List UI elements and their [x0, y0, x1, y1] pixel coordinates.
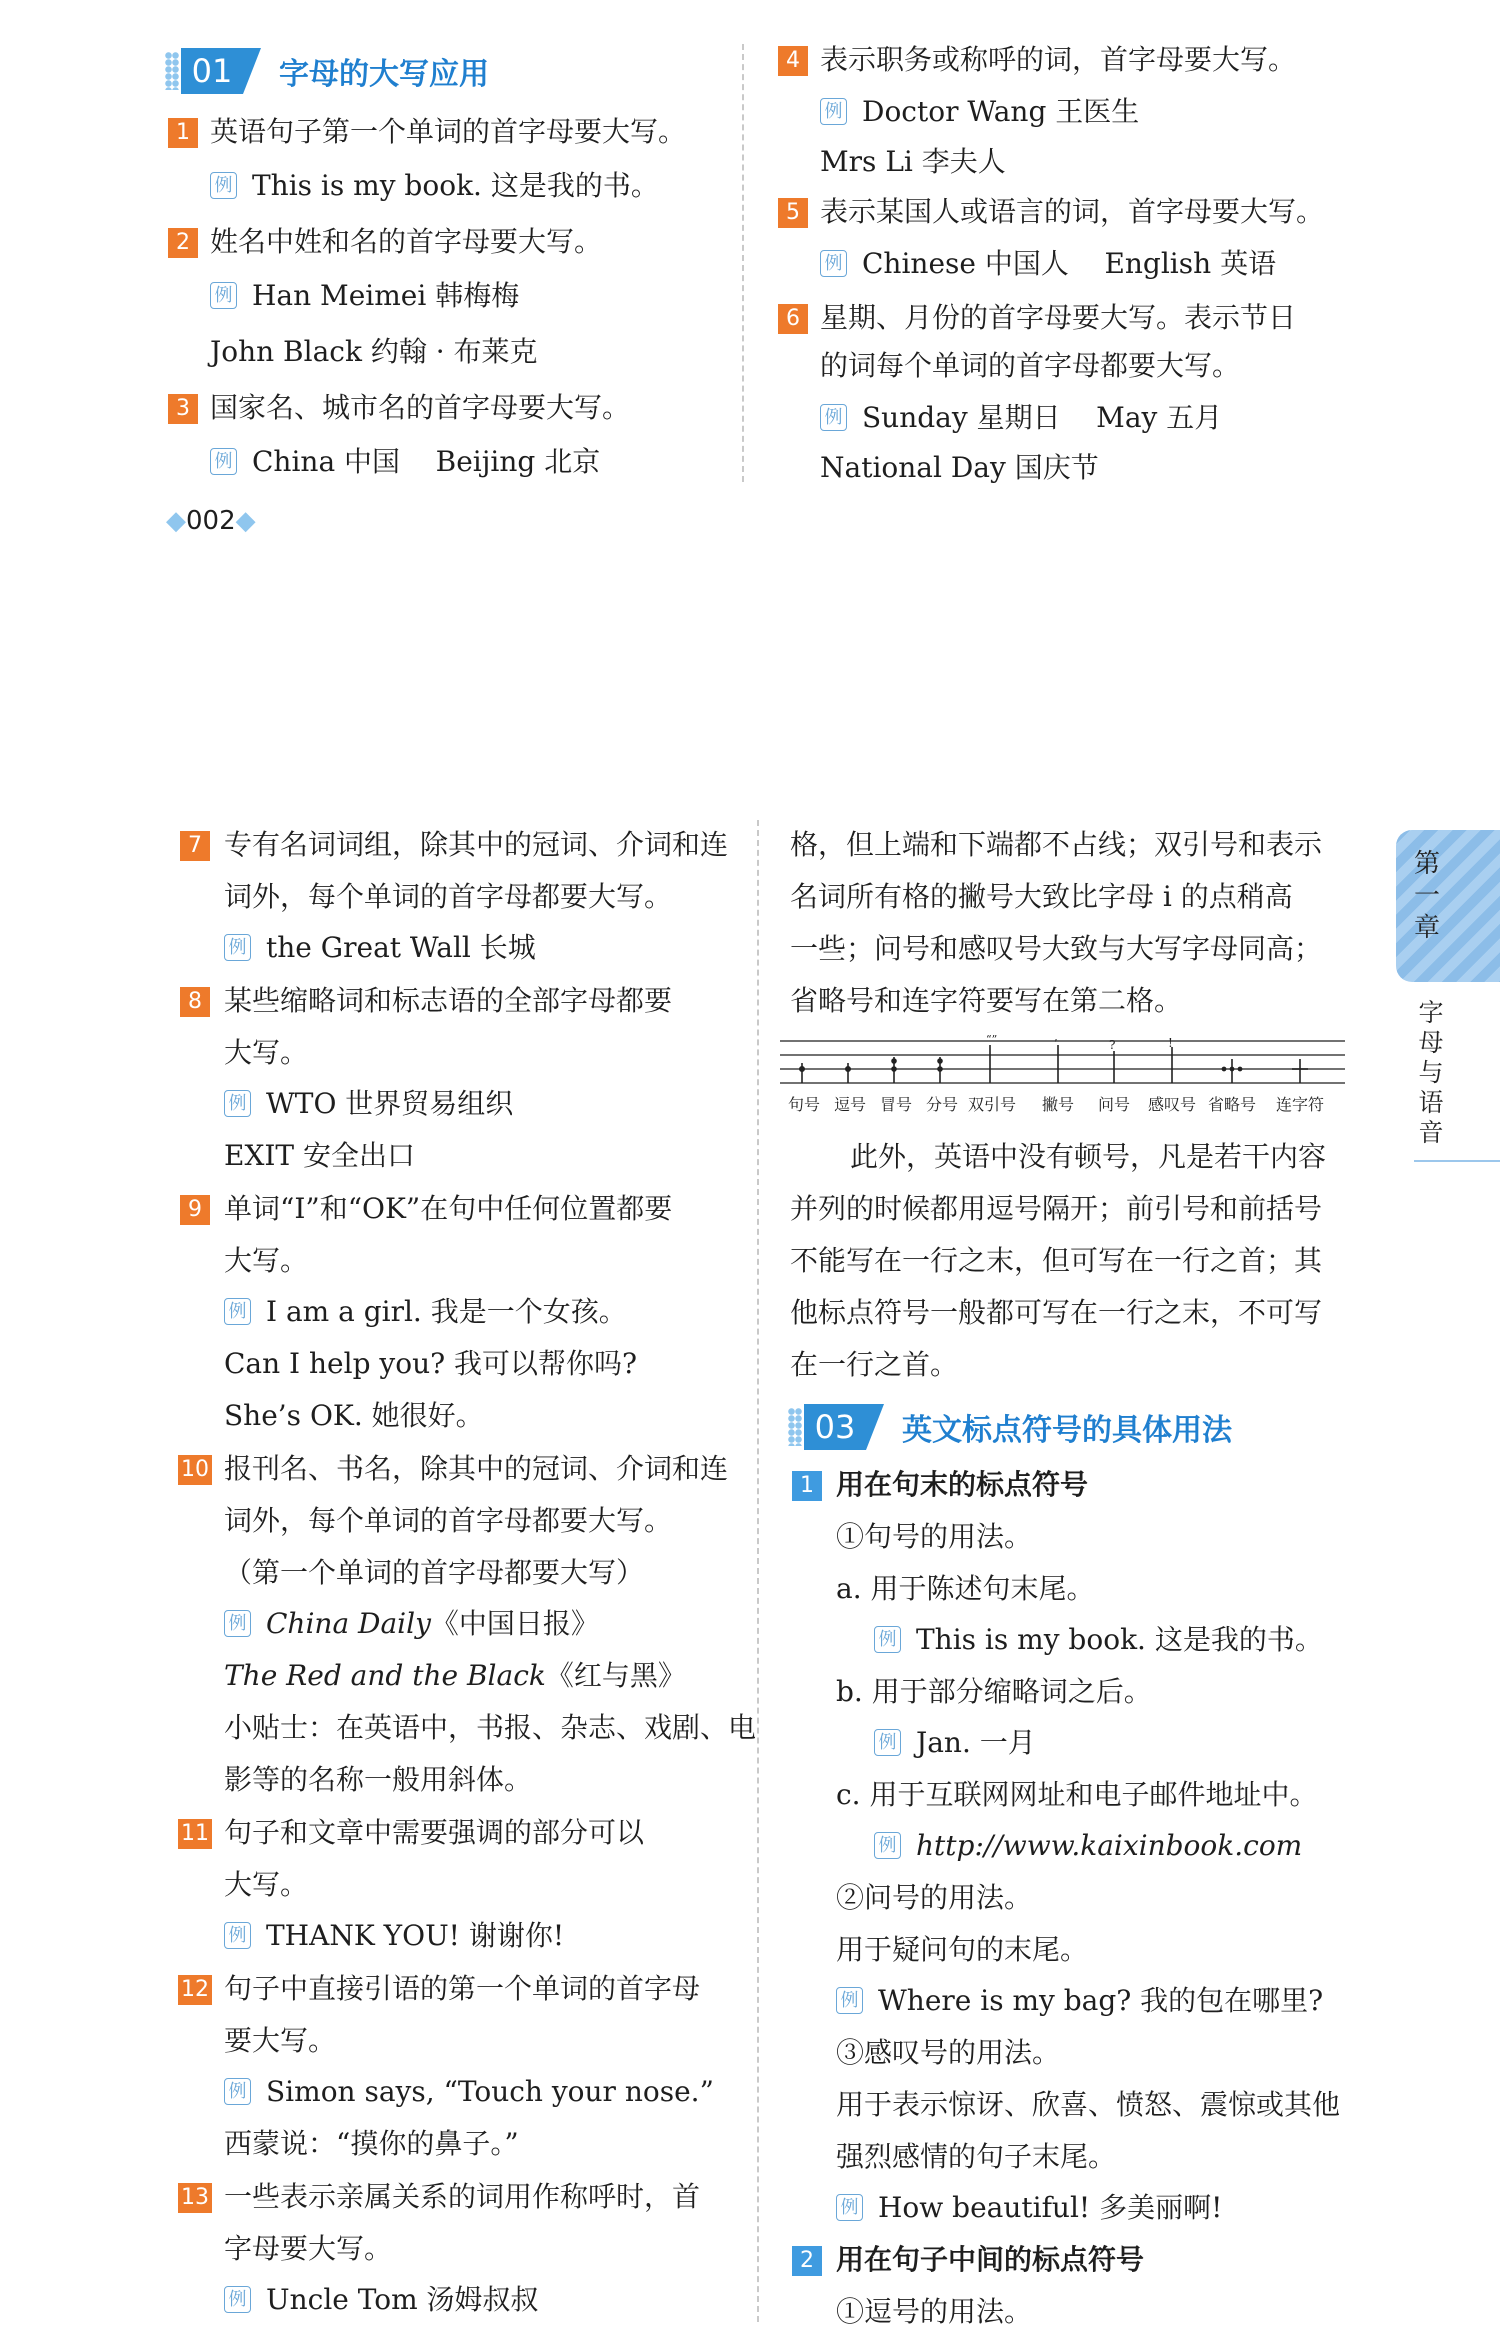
example-text: Where is my bag? 我的包在哪里?	[878, 1984, 1324, 2017]
example-icon: 例	[210, 172, 237, 199]
chapter-label: 第一章	[1413, 849, 1440, 943]
usage-item: ①句号的用法。	[836, 1520, 1033, 1553]
example-text: China Daily《中国日报》	[266, 1607, 599, 1640]
rule-text: 某些缩略词和标志语的全部字母都要	[224, 984, 673, 1017]
example-text: Han Meimei 韩梅梅	[252, 279, 520, 312]
rule-text: 国家名、城市名的首字母要大写。	[210, 391, 631, 424]
punct-label: 省略号	[1208, 1095, 1257, 1114]
rule-number: 1	[168, 118, 198, 148]
svg-text:’: ’	[1054, 1037, 1058, 1050]
rule-number: 5	[778, 198, 808, 228]
rule-number: 11	[178, 1819, 212, 1849]
column-divider	[757, 820, 759, 2322]
usage-item: 强烈感情的句子末尾。	[836, 2140, 1117, 2173]
paragraph-line: 一些；问号和感叹号大致与大写字母同高；	[790, 932, 1323, 965]
tip-text: 小贴士：在英语中，书报、杂志、戏剧、电	[224, 1711, 757, 1744]
example-text: 西蒙说：“摸你的鼻子。”	[224, 2127, 519, 2160]
rule-number: 2	[168, 228, 198, 258]
rule-number: 13	[178, 2183, 212, 2213]
usage-item: ③感叹号的用法。	[836, 2036, 1061, 2069]
example-text: This is my book. 这是我的书。	[916, 1623, 1323, 1656]
usage-item: c. 用于互联网网址和电子邮件地址中。	[836, 1778, 1318, 1811]
example-text: Doctor Wang 王医生	[862, 95, 1140, 128]
rule-text: 大写。	[224, 1244, 309, 1277]
section-01-heading	[165, 48, 489, 94]
example-text: How beautiful! 多美丽啊!	[878, 2191, 1223, 2224]
usage-item: b. 用于部分缩略词之后。	[836, 1675, 1152, 1708]
example-icon: 例	[224, 1090, 251, 1117]
subsection-number: 1	[792, 1471, 822, 1501]
rule-text: 报刊名、书名，除其中的冠词、介词和连	[224, 1452, 729, 1485]
example-text: The Red and the Black《红与黑》	[224, 1659, 686, 1692]
punct-label: 问号	[1098, 1095, 1131, 1114]
example-icon: 例	[820, 250, 847, 277]
punct-label: 连字符	[1276, 1095, 1325, 1114]
example-text: She’s OK. 她很好。	[224, 1399, 484, 1432]
punct-label: 感叹号	[1148, 1095, 1197, 1114]
paragraph-line: 在一行之首。	[790, 1348, 959, 1381]
paragraph-line: 格，但上端和下端都不占线；双引号和表示	[790, 828, 1323, 861]
example-text: the Great Wall 长城	[266, 931, 536, 964]
rule-number: 6	[778, 304, 808, 334]
example-icon: 例	[874, 1832, 901, 1859]
punct-label: 分号	[926, 1095, 959, 1114]
paragraph-line: 他标点符号一般都可写在一行之末，不可写	[790, 1296, 1323, 1329]
rule-text: 的词每个单词的首字母都要大写。	[820, 349, 1241, 382]
paragraph-line: 并列的时候都用逗号隔开；前引号和前括号	[790, 1192, 1323, 1225]
rule-text: 星期、月份的首字母要大写。表示节日	[820, 301, 1297, 334]
rule-text: 英语句子第一个单词的首字母要大写。	[210, 115, 687, 148]
example-text: I am a girl. 我是一个女孩。	[266, 1295, 627, 1328]
subsection-title: 用在句子中间的标点符号	[836, 2243, 1145, 2276]
usage-item: a. 用于陈述句末尾。	[836, 1572, 1095, 1605]
example-icon: 例	[836, 2194, 863, 2221]
rule-number: 12	[178, 1975, 212, 2005]
chapter-topic-underline	[1414, 1160, 1500, 1162]
rule-text: 句子中直接引语的第一个单词的首字母	[224, 1972, 701, 2005]
rule-text: （第一个单词的首字母都要大写）	[224, 1556, 645, 1589]
rule-number: 10	[178, 1455, 212, 1485]
subsection-title: 用在句末的标点符号	[836, 1468, 1089, 1501]
column-divider	[742, 44, 744, 482]
example-text: Jan. 一月	[916, 1726, 1036, 1759]
example-text: Mrs Li 李夫人	[820, 145, 1006, 178]
chapter-tab[interactable]	[1396, 830, 1500, 982]
usage-item: 用于疑问句的末尾。	[836, 1933, 1089, 1966]
punct-label: 句号	[788, 1095, 821, 1114]
rule-text: 词外，每个单词的首字母都要大写。	[224, 1504, 673, 1537]
rule-text: 大写。	[224, 1868, 309, 1901]
section-title: 字母的大写应用	[279, 57, 489, 92]
example-icon: 例	[874, 1626, 901, 1653]
example-icon: 例	[224, 1610, 251, 1637]
svg-text:!: !	[1168, 1036, 1173, 1050]
section-badge	[788, 1404, 882, 1450]
usage-item: ①逗号的用法。	[836, 2295, 1033, 2328]
example-text: China 中国 Beijing 北京	[252, 445, 601, 478]
paragraph-line: 名词所有格的撇号大致比字母 i 的点稍高	[790, 880, 1293, 913]
chapter-topic: 字母与语音	[1418, 998, 1444, 1147]
rule-text: 一些表示亲属关系的词用作称呼时，首	[224, 2180, 701, 2213]
example-icon: 例	[836, 1987, 863, 2014]
example-icon: 例	[874, 1729, 901, 1756]
rule-text: 句子和文章中需要强调的部分可以	[224, 1816, 645, 1849]
example-text: EXIT 安全出口	[224, 1139, 416, 1172]
example-icon: 例	[210, 282, 237, 309]
rule-text: 表示职务或称呼的词，首字母要大写。	[820, 43, 1297, 76]
paragraph-line: 此外，英语中没有顿号，凡是若干内容	[850, 1140, 1327, 1173]
dots-decoration	[165, 52, 179, 90]
section-badge	[165, 48, 259, 94]
rule-text: 要大写。	[224, 2024, 337, 2057]
tip-text: 影等的名称一般用斜体。	[224, 1763, 533, 1796]
rule-number: 7	[180, 831, 210, 861]
example-text: Sunday 星期日 May 五月	[862, 401, 1223, 434]
page-number: ◆002◆	[166, 506, 256, 536]
section-number: 01	[181, 48, 243, 94]
paragraph-line: 省略号和连字符要写在第二格。	[790, 984, 1183, 1017]
rule-text: 专有名词词组，除其中的冠词、介词和连	[224, 828, 729, 861]
rule-number: 3	[168, 394, 198, 424]
example-icon: 例	[224, 1298, 251, 1325]
rule-number: 4	[778, 46, 808, 76]
punctuation-writing-diagram	[780, 1035, 1345, 1125]
section-title: 英文标点符号的具体用法	[902, 1413, 1232, 1448]
example-icon: 例	[820, 404, 847, 431]
punct-label: 逗号	[834, 1095, 867, 1114]
rule-number: 8	[180, 987, 210, 1017]
example-text: National Day 国庆节	[820, 451, 1099, 484]
punct-label: 冒号	[880, 1095, 913, 1114]
dots-decoration	[788, 1408, 802, 1446]
example-icon: 例	[224, 2078, 251, 2105]
paragraph-line: 不能写在一行之末，但可写在一行之首；其	[790, 1244, 1323, 1277]
example-text: Uncle Tom 汤姆叔叔	[266, 2283, 539, 2316]
section-number: 03	[804, 1404, 866, 1450]
example-text: John Black 约翰 · 布莱克	[210, 335, 538, 368]
example-text: This is my book. 这是我的书。	[252, 169, 659, 202]
example-url: http://www.kaixinbook.com	[916, 1829, 1303, 1862]
svg-text:“”: “”	[986, 1035, 998, 1046]
example-text: Simon says, “Touch your nose.”	[266, 2075, 714, 2108]
rule-number: 9	[180, 1195, 210, 1225]
section-03-heading	[788, 1404, 1232, 1450]
rule-text: 表示某国人或语言的词，首字母要大写。	[820, 195, 1325, 228]
example-icon: 例	[224, 1922, 251, 1949]
example-icon: 例	[820, 98, 847, 125]
rule-text: 单词“I”和“OK”在句中任何位置都要	[224, 1192, 673, 1225]
example-icon: 例	[224, 934, 251, 961]
rule-text: 词外，每个单词的首字母都要大写。	[224, 880, 673, 913]
rule-text: 姓名中姓和名的首字母要大写。	[210, 225, 603, 258]
example-text: Chinese 中国人 English 英语	[862, 247, 1277, 280]
usage-item: 用于表示惊讶、欣喜、愤怒、震惊或其他	[836, 2088, 1341, 2121]
example-text: WTO 世界贸易组织	[266, 1087, 514, 1120]
rule-text: 字母要大写。	[224, 2232, 393, 2265]
example-text: THANK YOU! 谢谢你!	[266, 1919, 565, 1952]
example-text: Can I help you? 我可以帮你吗?	[224, 1347, 638, 1380]
svg-text:?: ?	[1109, 1038, 1116, 1052]
example-icon: 例	[210, 448, 237, 475]
usage-item: ②问号的用法。	[836, 1881, 1033, 1914]
punct-label: 双引号	[968, 1095, 1017, 1114]
subsection-number: 2	[792, 2246, 822, 2276]
punct-label: 撇号	[1042, 1095, 1075, 1114]
rule-text: 大写。	[224, 1036, 309, 1069]
example-icon: 例	[224, 2286, 251, 2313]
